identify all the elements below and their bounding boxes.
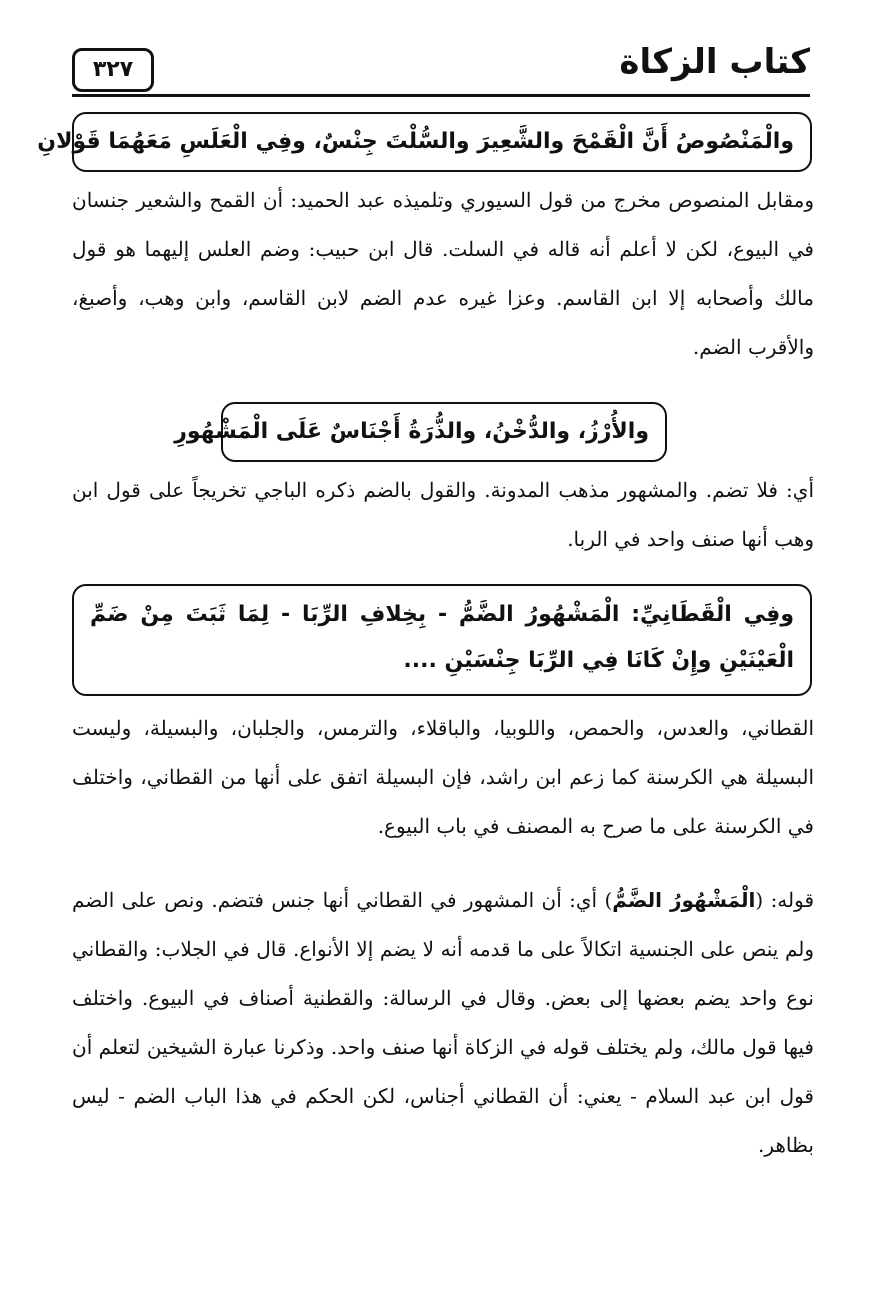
book-title: كتاب الزكاة — [619, 42, 810, 82]
matn-box-3: وفِي الْقَطَانِيِّ: الْمَشْهُورُ الضَّمُّ - بِخِلافِ الرِّبَا - لِمَا ثَبَتَ مِنْ ضَمِّ الْعَيْنَيْنِ وإِنْ كَانَا فِي الرِّبَا جِنْسَيْنِ .... — [72, 584, 812, 696]
matn-box-1: والْمَنْصُوصُ أَنَّ الْقَمْحَ والشَّعِيرَ والسُّلْتَ جِنْسٌ، وفِي الْعَلَسِ مَعَهُمَا قَوْلانِ — [72, 112, 812, 172]
page-number: ٣٢٧ — [72, 48, 154, 92]
quoted-matn: الْمَشْهُورُ الضَّمُّ — [612, 888, 756, 912]
commentary-paragraph-3: القطاني، والعدس، والحمص، واللوبيا، والباقلاء، والترمس، والجلبان، والبسيلة، وليست البسيلة هي الكرسنة كما زعم ابن راشد، فإن البسيلة اتفق على أنها من القطاني، واختلف في الكرسنة على ما صرح به المصنف في باب البيوع. — [72, 716, 814, 838]
matn-box-2: والأُرْزُ، والدُّخْنُ، والذُّرَةُ أَجْنَاسٌ عَلَى الْمَشْهُورِ — [221, 402, 667, 462]
header-rule — [72, 94, 810, 97]
commentary-paragraph-1: ومقابل المنصوص مخرج من قول السيوري وتلميذه عبد الحميد: أن القمح والشعير جنسان في البيوع، لكن لا أعلم أنه قاله في السلت. قال ابن حبيب: وضم العلس إليهما هو قول مالك وأصحابه إلا ابن القاسم. وعزا غيره عدم الضم لابن القاسم، وابن وهب، وأصبغ، والأقرب الضم. — [72, 188, 814, 359]
quote-prefix: قوله: ( — [755, 888, 815, 912]
commentary-paragraph-2: أي: فلا تضم. والمشهور مذهب المدونة. والقول بالضم ذكره الباجي تخريجاً على قول ابن وهب أنها صنف واحد في الربا. — [72, 478, 815, 551]
commentary-text: ) أي: أن المشهور في القطاني أنها جنس فتضم. ونص على الضم ولم ينص على الجنسية اتكالاً على ما قدمه أنه لا يضم إلا الأنواع. قال في الجلاب: والقطاني نوع واحد يضم بعضها إلى بعض. وقال في الرسالة: والقطنية أصناف في البيوع. واختلف فيها قول مالك، ولم يختلف قوله في الزكاة أنها صنف واحد. وذكرنا عبارة الشيخين لتعلم أن قول ابن عبد السلام - يعني: أن القطاني أجناس، لكن الحكم في هذا الباب الضم - ليس بظاهر. — [72, 888, 814, 1157]
commentary-paragraph-4 — [72, 876, 814, 1170]
page-header — [72, 38, 810, 98]
